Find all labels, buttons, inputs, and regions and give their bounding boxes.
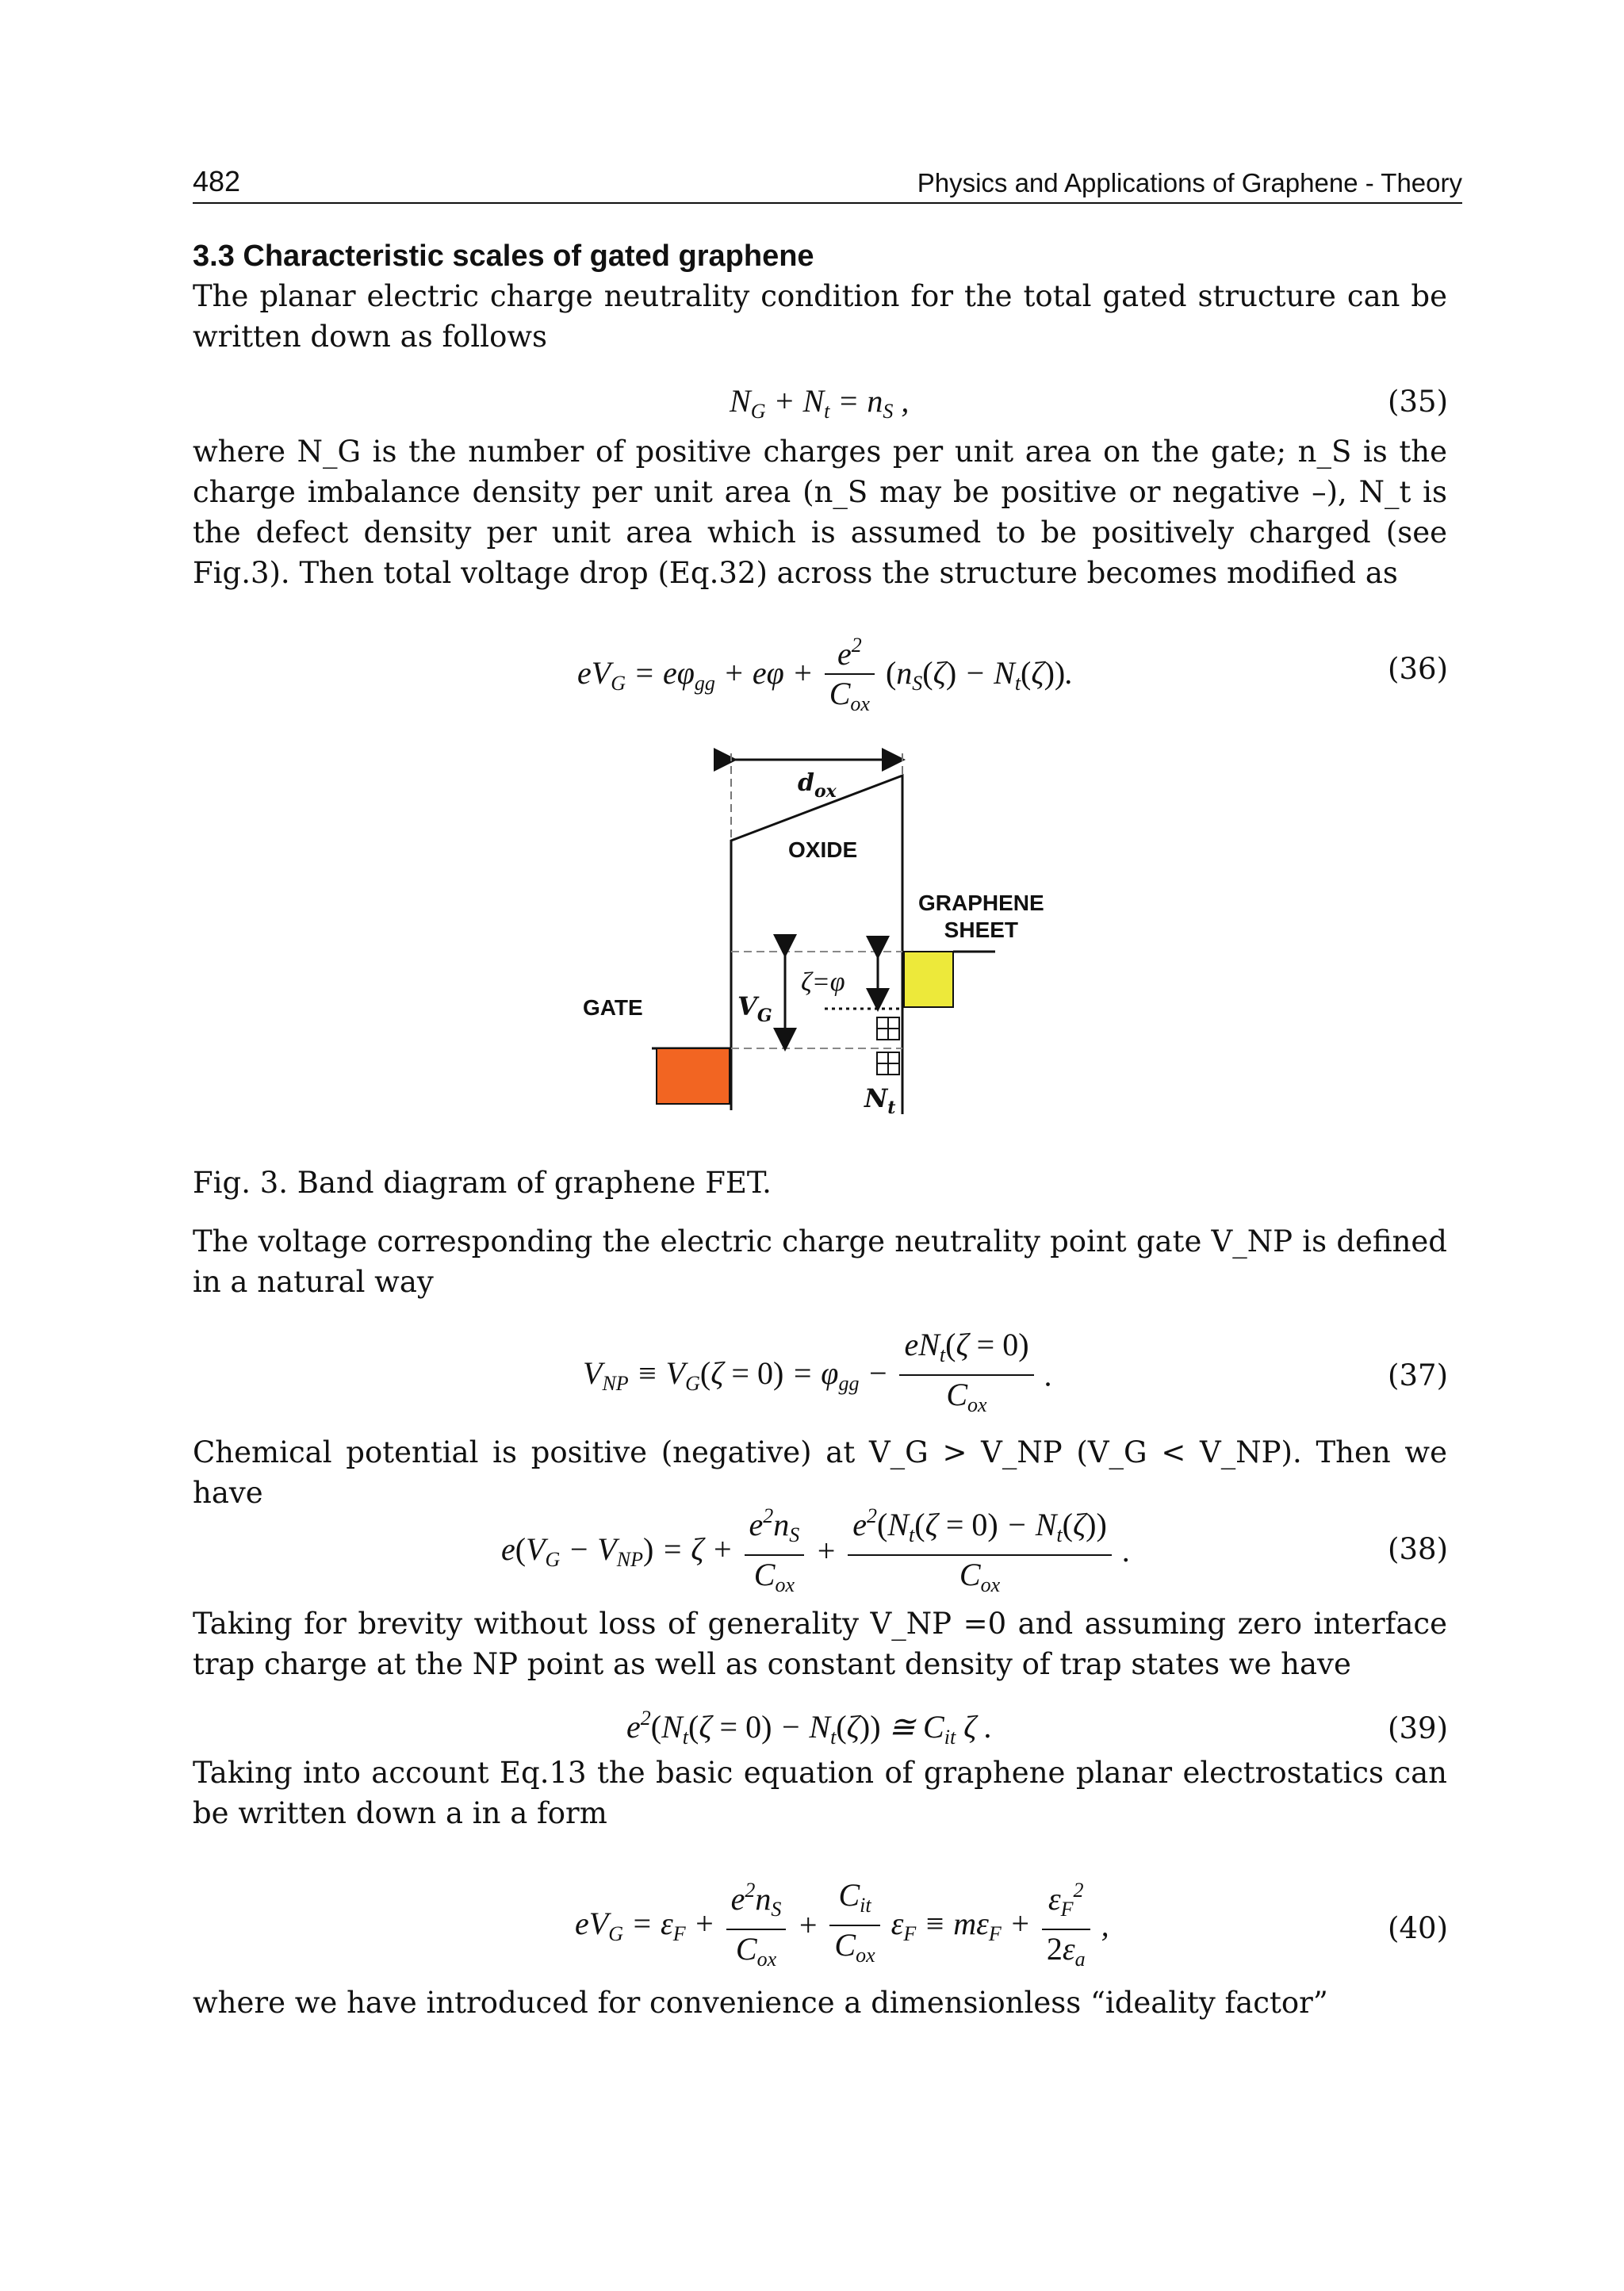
label-nt: $N_t$	[864, 1083, 896, 1118]
paragraph-definitions: where N_G is the number of positive charges per unit area on the gate; n_S is the charge imbalance density per unit area (n_S may be positive or negative –), N_t is the defect density per unit area which is assumed to be positively charged (see Fig.3). Then total voltage drop (Eq.32) across the structure becomes modified as	[193, 435, 1447, 590]
intro-paragraph: The planar electric charge neutrality condition for the total gated structure can be written down as follows	[193, 279, 1447, 354]
equation-number-36: (36)	[1388, 652, 1448, 686]
section-heading: 3.3 Characteristic scales of gated graphene	[193, 239, 814, 273]
equation-number-35: (35)	[1388, 385, 1448, 419]
equation-number-37: (37)	[1388, 1358, 1448, 1393]
label-vg: $V_G$	[737, 991, 772, 1026]
label-oxide: OXIDE	[788, 837, 858, 862]
equation-number-38: (38)	[1388, 1532, 1448, 1566]
trap-states	[877, 1017, 899, 1075]
label-graphene-sheet: GRAPHENE SHEET	[918, 891, 1044, 942]
page-number: 482	[193, 165, 241, 197]
equation-37: $V_{NP} \equiv V_G(\zeta = 0) = \varphi_{gg}$ − $\frac{eN_t(\zeta = 0)}{C_{ox}}$ .	[583, 1327, 1053, 1416]
equation-number-39: (39)	[1388, 1711, 1448, 1745]
label-dox: $d_{ox}$	[798, 769, 837, 802]
label-zeta-phi: ζ=φ	[801, 967, 845, 997]
equation-38: $e(V_G - V_{NP}) = \zeta$ + $\frac{e^2n_S}{C_{ox}}$ + $\frac{e^2(N_t(\zeta = 0) - N_t(\zeta))}{C_{ox}}$ .	[501, 1497, 1131, 1604]
figure-caption: Fig. 3. Band diagram of graphene FET.	[193, 1166, 772, 1200]
paragraph-ideality: where we have introduced for convenience a dimensionless “ideality factor”	[193, 1986, 1328, 2020]
running-title: Physics and Applications of Graphene - Theory	[917, 168, 1462, 197]
paragraph-eq13: Taking into account Eq.13 the basic equation of graphene planar electrostatics can be written down a in a form	[193, 1756, 1447, 1830]
equation-number-40: (40)	[1388, 1911, 1448, 1945]
paragraph-chemical-potential: Chemical potential is positive (negative) at V_G > V_NP (V_G < V_NP). Then we have	[193, 1435, 1447, 1510]
equation-35: $N_G + N_t = n_S$ ,	[730, 383, 910, 423]
graphene-fill	[904, 952, 953, 1007]
paragraph-brevity: Taking for brevity without loss of generality V_NP =0 and assuming zero interface trap charge at the NP point as well as constant density of trap states we have	[193, 1607, 1447, 1681]
equation-36: $eV_G = e\varphi_{gg} + e\varphi$ + $\frac{e^2}{C_{ox}}$ $(n_S(\zeta) - N_t(\zeta))$.	[577, 626, 1073, 723]
paragraph-vnp: The voltage corresponding the electric charge neutrality point gate V_NP is defined in a natural way	[193, 1224, 1447, 1299]
label-gate: GATE	[583, 995, 643, 1020]
equation-40: $eV_G = \varepsilon_F$ + $\frac{e^2n_S}{C_{ox}}$ + $\frac{C_{it}}{C_{ox}}$ $\varepsilon_F \equiv m\varepsilon_F$ + $\frac{\varepsilon_F^2}{2\varepsilon_a}$ ,	[575, 1871, 1109, 1979]
gate-fill	[657, 1048, 730, 1104]
header-rule	[193, 202, 1462, 204]
equation-39: $e^2(N_t(\zeta = 0) - N_t(\zeta))$ ≅ $C_{it}$ ζ .	[626, 1707, 993, 1749]
